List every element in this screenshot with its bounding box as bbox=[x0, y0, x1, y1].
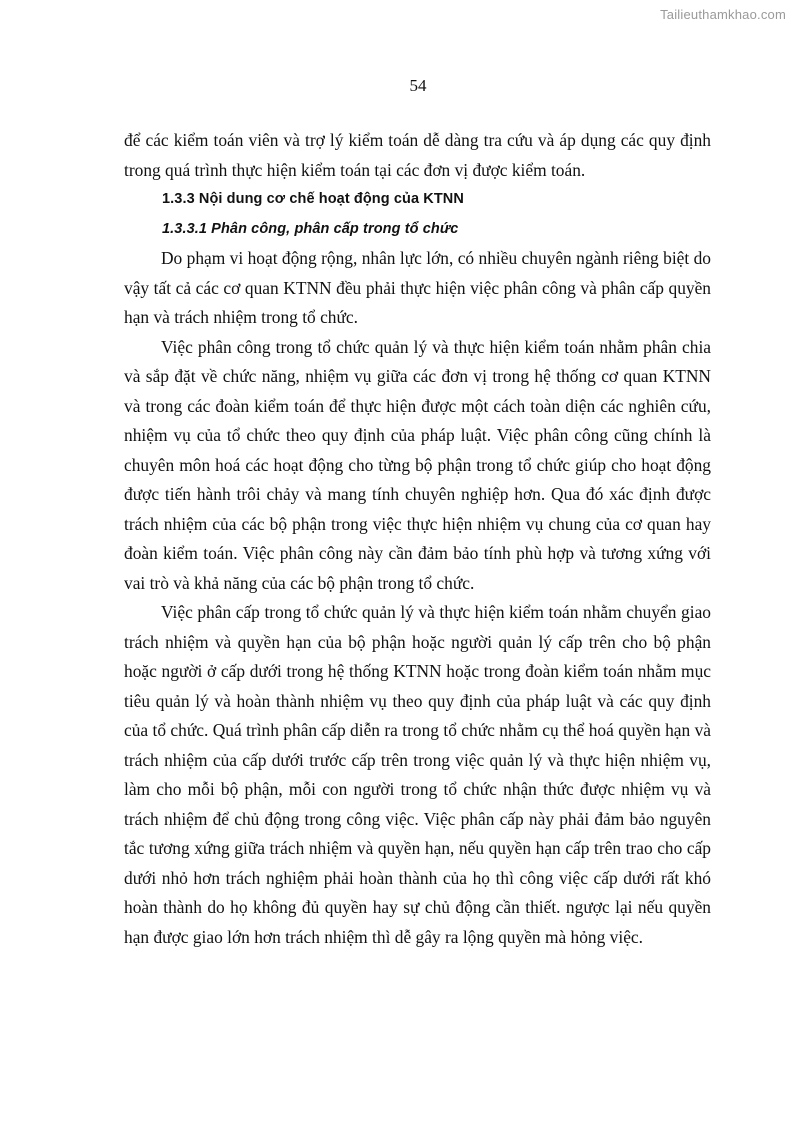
page-number: 54 bbox=[409, 76, 427, 95]
body-paragraph: Việc phân cấp trong tổ chức quản lý và thực hiện kiểm toán nhằm chuyển giao trách nhiệm và quyền hạn của bộ phận hoặc người quản lý cấp trên cho bộ phận hoặc người ở cấp dưới trong hệ thống KTNN hoặc trong đoàn kiểm toán nhằm mục tiêu quản lý và hoàn thành nhiệm vụ theo quy định của pháp luật và các quy định của tổ chức. Quá trình phân cấp diễn ra trong tổ chức nhằm cụ thể hoá quyền hạn và trách nhiệm của cấp dưới trước cấp trên trong việc quản lý và thực hiện nhiệm vụ, làm cho mỗi bộ phận, mỗi con người trong tổ chức nhận thức được nhiệm vụ và trách nhiệm để chủ động trong công việc. Việc phân cấp này phải đảm bảo nguyên tắc tương xứng giữa trách nhiệm và quyền hạn, nếu quyền hạn cấp trên trao cho cấp dưới nhỏ hơn trách nghiệm phải hoàn thành của họ thì công việc cấp dưới rất khó hoàn thành do họ không đủ quyền hay sự chủ động cần thiết. ngược lại nếu quyền hạn được giao lớn hơn trách nhiệm thì dễ gây ra lộng quyền mà hỏng việc. bbox=[124, 602, 711, 947]
subsection-heading: 1.3.3.1 Phân công, phân cấp trong tổ chức bbox=[162, 220, 459, 237]
watermark: Tailieuthamkhao.com bbox=[660, 7, 786, 22]
document-body bbox=[124, 126, 711, 952]
section-heading: 1.3.3 Nội dung cơ chế hoạt động của KTNN bbox=[162, 191, 464, 207]
continuation-paragraph: để các kiểm toán viên và trợ lý kiểm toán dễ dàng tra cứu và áp dụng các quy định trong quá trình thực hiện kiểm toán tại các đơn vị được kiểm toán. bbox=[124, 130, 711, 180]
body-paragraph: Việc phân công trong tổ chức quản lý và thực hiện kiểm toán nhằm phân chia và sắp đặt về chức năng, nhiệm vụ giữa các đơn vị trong hệ thống cơ quan KTNN và trong các đoàn kiểm toán để thực hiện được một cách toàn diện các nghiên cứu, nhiệm vụ của tổ chức theo quy định của pháp luật. Việc phân công cũng chính là chuyên môn hoá các hoạt động cho từng bộ phận trong tổ chức giúp cho hoạt động được tiến hành trôi chảy và mang tính chuyên nghiệp hơn. Qua đó xác định được trách nhiệm của các bộ phận trong việc thực hiện nhiệm vụ chung của cơ quan hay đoàn kiểm toán. Việc phân công này cần đảm bảo tính phù hợp và tương xứng với vai trò và khả năng của các bộ phận trong tổ chức. bbox=[124, 336, 711, 593]
body-paragraph: Do phạm vi hoạt động rộng, nhân lực lớn, có nhiều chuyên ngành riêng biệt do vậy tất cả các cơ quan KTNN đều phải thực hiện việc phân công và phân cấp quyền hạn và trách nhiệm trong tổ chức. bbox=[124, 248, 711, 327]
